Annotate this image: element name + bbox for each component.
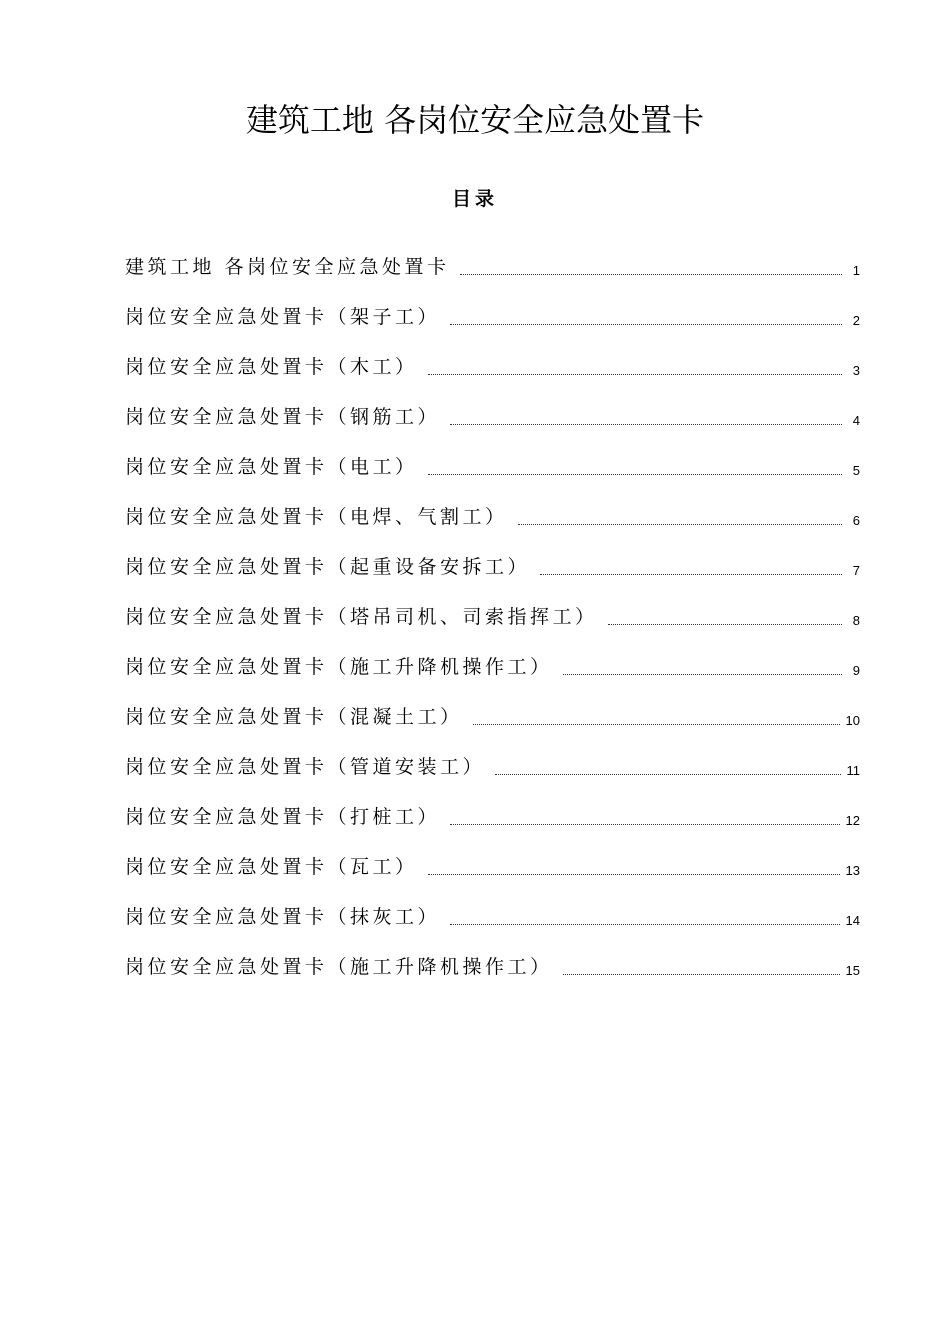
toc-entry-title: 建筑工地 各岗位安全应急处置卡 [125, 256, 450, 278]
toc-entry[interactable] [125, 282, 860, 332]
toc-entry-title: 岗位安全应急处置卡（木工） [125, 356, 418, 378]
toc-leader-dots [608, 623, 842, 625]
toc-entry[interactable] [125, 932, 860, 982]
toc-entry-title: 岗位安全应急处置卡（抹灰工） [125, 906, 441, 928]
toc-leader-dots [495, 773, 840, 775]
toc-entry-page-number: 2 [852, 313, 860, 328]
toc-leader-dots [450, 323, 842, 325]
toc-entry-page-number: 3 [852, 363, 860, 378]
toc-entry[interactable] [125, 532, 860, 582]
toc-entry-page-number: 5 [852, 463, 860, 478]
document-title: 建筑工地 各岗位安全应急处置卡 [245, 101, 705, 139]
toc-entry-page-number: 14 [845, 913, 860, 928]
toc-entry-title: 岗位安全应急处置卡（管道安装工） [125, 756, 486, 778]
toc-entry-page-number: 6 [852, 513, 860, 528]
toc-entry-page-number: 1 [852, 263, 860, 278]
toc-entry-page-number: 10 [845, 713, 860, 728]
toc-entry[interactable] [125, 382, 860, 432]
toc-entry-page-number: 13 [845, 863, 860, 878]
toc-leader-dots [460, 273, 842, 275]
toc-leader-dots [428, 473, 842, 475]
toc-entry-title: 岗位安全应急处置卡（施工升降机操作工） [125, 656, 553, 678]
toc-entry[interactable] [125, 582, 860, 632]
toc-heading: 目录 [451, 188, 498, 210]
toc-entry[interactable] [125, 882, 860, 932]
toc-entry[interactable] [125, 832, 860, 882]
toc-leader-dots [563, 973, 840, 975]
toc-entry-page-number: 4 [852, 413, 860, 428]
toc-entry-title: 岗位安全应急处置卡（架子工） [125, 306, 441, 328]
toc-leader-dots [428, 373, 842, 375]
toc-entry[interactable] [125, 432, 860, 482]
toc-entry-title: 岗位安全应急处置卡（电焊、气割工） [125, 506, 508, 528]
toc-entry[interactable] [125, 782, 860, 832]
toc-entry-page-number: 11 [846, 763, 860, 778]
toc-entry-page-number: 8 [852, 613, 860, 628]
toc-entry-title: 岗位安全应急处置卡（钢筋工） [125, 406, 441, 428]
toc-entry[interactable] [125, 732, 860, 782]
toc-entry-title: 岗位安全应急处置卡（施工升降机操作工） [125, 956, 553, 978]
toc-entry-title: 岗位安全应急处置卡（起重设备安拆工） [125, 556, 531, 578]
toc-entry[interactable] [125, 232, 860, 282]
toc-entry-title: 岗位安全应急处置卡（塔吊司机、司索指挥工） [125, 606, 598, 628]
toc-leader-dots [428, 873, 840, 875]
toc-entry-page-number: 15 [845, 963, 860, 978]
toc-leader-dots [563, 673, 842, 675]
toc-leader-dots [540, 573, 842, 575]
toc-entry-title: 岗位安全应急处置卡（混凝土工） [125, 706, 463, 728]
toc-leader-dots [473, 723, 840, 725]
toc-entry-page-number: 7 [852, 563, 860, 578]
toc-entry-title: 岗位安全应急处置卡（打桩工） [125, 806, 441, 828]
toc-entry[interactable] [125, 682, 860, 732]
toc-leader-dots [518, 523, 842, 525]
toc-leader-dots [450, 423, 842, 425]
toc-leader-dots [450, 823, 840, 825]
toc-entry-title: 岗位安全应急处置卡（瓦工） [125, 856, 418, 878]
toc-entry-title: 岗位安全应急处置卡（电工） [125, 456, 418, 478]
toc-leader-dots [450, 923, 840, 925]
toc-entry[interactable] [125, 332, 860, 382]
toc-entry[interactable] [125, 482, 860, 532]
toc-entry-page-number: 9 [852, 663, 860, 678]
table-of-contents [125, 232, 860, 982]
toc-entry-page-number: 12 [845, 813, 860, 828]
toc-entry[interactable] [125, 632, 860, 682]
